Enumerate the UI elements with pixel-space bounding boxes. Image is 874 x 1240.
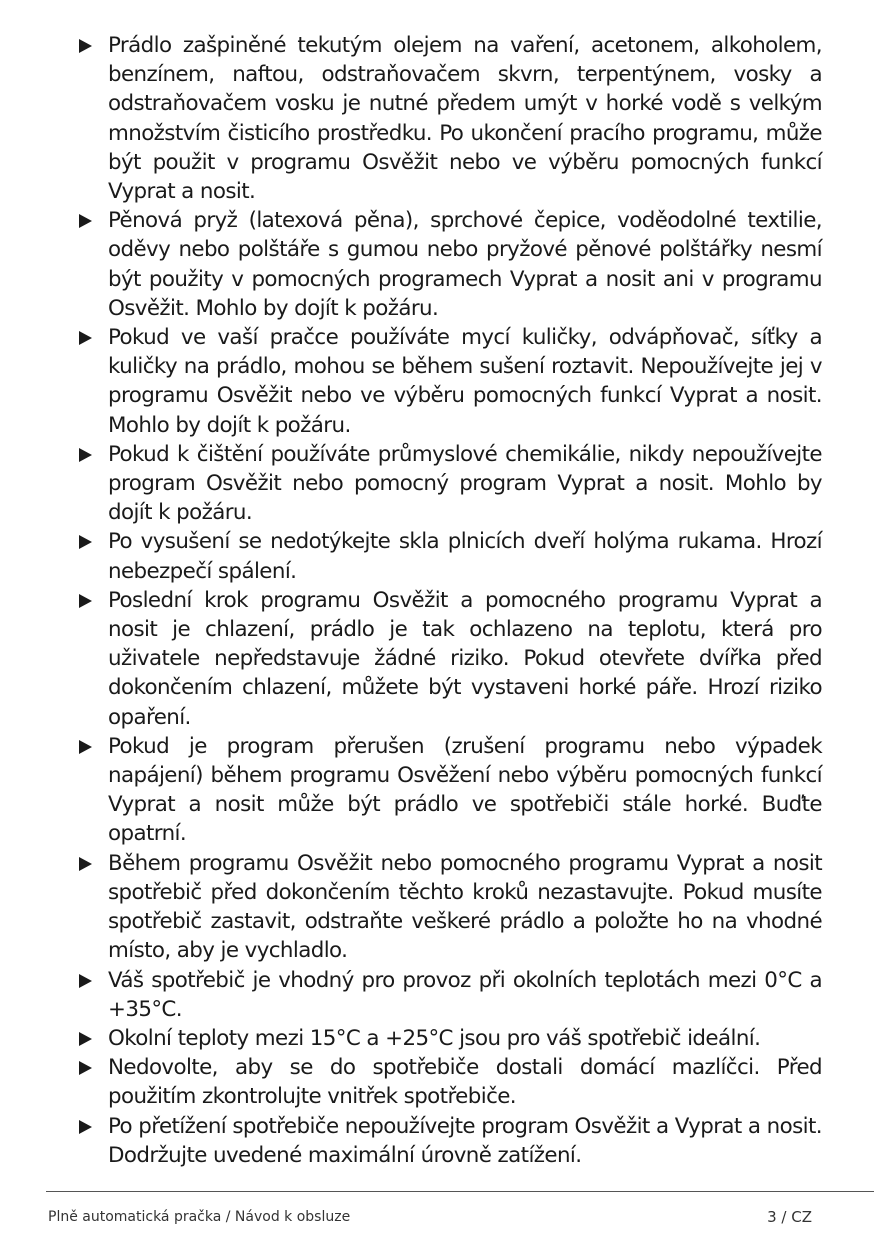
list-item xyxy=(76,1024,822,1053)
page-number: 3 / CZ xyxy=(767,1208,812,1226)
triangle-bullet-icon xyxy=(79,535,92,549)
list-item-text: Poslední krok programu Osvěžit a pomocného programu Vyprat a nosit je chlazení, prádlo je tak ochlazeno na teplotu, která pro uživatele nepředstavuje žádné riziko. Pokud otevřete dvířka před dokončením chlazení, můžete být vystaveni horké páře. Hrozí riziko opaření. xyxy=(108,587,822,730)
triangle-bullet-icon xyxy=(79,1032,92,1046)
list-item-text: Váš spotřebič je vhodný pro provoz při okolních teplotách mezi 0°C a +35°C. xyxy=(108,967,822,1022)
list-item xyxy=(76,849,822,966)
list-item xyxy=(76,440,822,528)
list-item-text: Během programu Osvěžit nebo pomocného programu Vyprat a nosit spotřebič před dokončením těchto kroků nezastavujte. Pokud musíte spotřebič zastavit, odstraňte veškeré prádlo a položte ho na vhodné místo, aby je vychladlo. xyxy=(108,850,822,964)
triangle-bullet-icon xyxy=(79,1061,92,1075)
list-item-text: Pěnová pryž (latexová pěna), sprchové čepice, voděodolné textilie, oděvy nebo polštáře s gumou nebo pryžové pěnové polštářky nesmí být použity v pomocných programech Vyprat a nosit ani v programu Osvěžit. Mohlo by dojít k požáru. xyxy=(108,208,822,321)
list-item xyxy=(76,586,822,732)
list-item xyxy=(76,1053,822,1111)
list-item-text: Pokud je program přerušen (zrušení programu nebo výpadek napájení) během programu Osvěžení nebo výběru pomocných funkcí Vyprat a nosit může být prádlo ve spotřebiči stále horké. Buďte opatrní. xyxy=(108,733,822,847)
list-item xyxy=(76,966,822,1024)
triangle-bullet-icon xyxy=(79,594,92,608)
triangle-bullet-icon xyxy=(79,857,92,871)
list-item-text: Po vysušení se nedotýkejte skla plnicích dveří holýma rukama. Hrozí nebezpečí spálení. xyxy=(108,529,822,584)
list-item-text: Pokud k čištění používáte průmyslové chemikálie, nikdy nepoužívejte program Osvěžit nebo pomocný program Vyprat a nosit. Mohlo by dojít k požáru. xyxy=(108,441,822,526)
triangle-bullet-icon xyxy=(79,214,92,228)
triangle-bullet-icon xyxy=(79,1120,92,1134)
list-item xyxy=(76,732,822,849)
footer-divider xyxy=(46,1191,874,1192)
list-item-text: Po přetížení spotřebiče nepoužívejte program Osvěžit a Vyprat a nosit. Dodržujte uvedené maximální úrovně zatížení. xyxy=(108,1113,822,1168)
triangle-bullet-icon xyxy=(79,740,92,754)
footer-document-title: Plně automatická pračka / Návod k obsluze xyxy=(48,1209,351,1225)
list-item-text: Pokud ve vaší pračce používáte mycí kuličky, odvápňovač, síťky a kuličky na prádlo, mohou se během sušení roztavit. Nepoužívejte jej v programu Osvěžit nebo ve výběru pomocných funkcí Vyprat a nosit. Mohlo by dojít k požáru. xyxy=(108,325,822,438)
list-item xyxy=(76,323,822,440)
list-item-text: Nedovolte, aby se do spotřebiče dostali domácí mazlíčci. Před použitím zkontrolujte vnitřek spotřebiče. xyxy=(108,1055,822,1110)
list-item-text: Okolní teploty mezi 15°C a +25°C jsou pro váš spotřebič ideální. xyxy=(108,1025,761,1051)
triangle-bullet-icon xyxy=(79,448,92,462)
safety-bullet-list xyxy=(76,31,822,1170)
list-item xyxy=(76,1112,822,1170)
triangle-bullet-icon xyxy=(79,974,92,988)
list-item xyxy=(76,31,822,206)
list-item xyxy=(76,527,822,585)
triangle-bullet-icon xyxy=(79,331,92,345)
list-item-text: Prádlo zašpiněné tekutým olejem na vaření, acetonem, alkoholem, benzínem, naftou, odstraňovačem skvrn, terpentýnem, vosky a odstraňovačem vosku je nutné předem umýt v horké vodě s velkým množstvím čisticího prostředku. Po ukončení pracího programu, může být použit v programu Osvěžit nebo ve výběru pomocných funkcí Vyprat a nosit. xyxy=(108,33,822,205)
triangle-bullet-icon xyxy=(79,39,92,53)
list-item xyxy=(76,206,822,323)
